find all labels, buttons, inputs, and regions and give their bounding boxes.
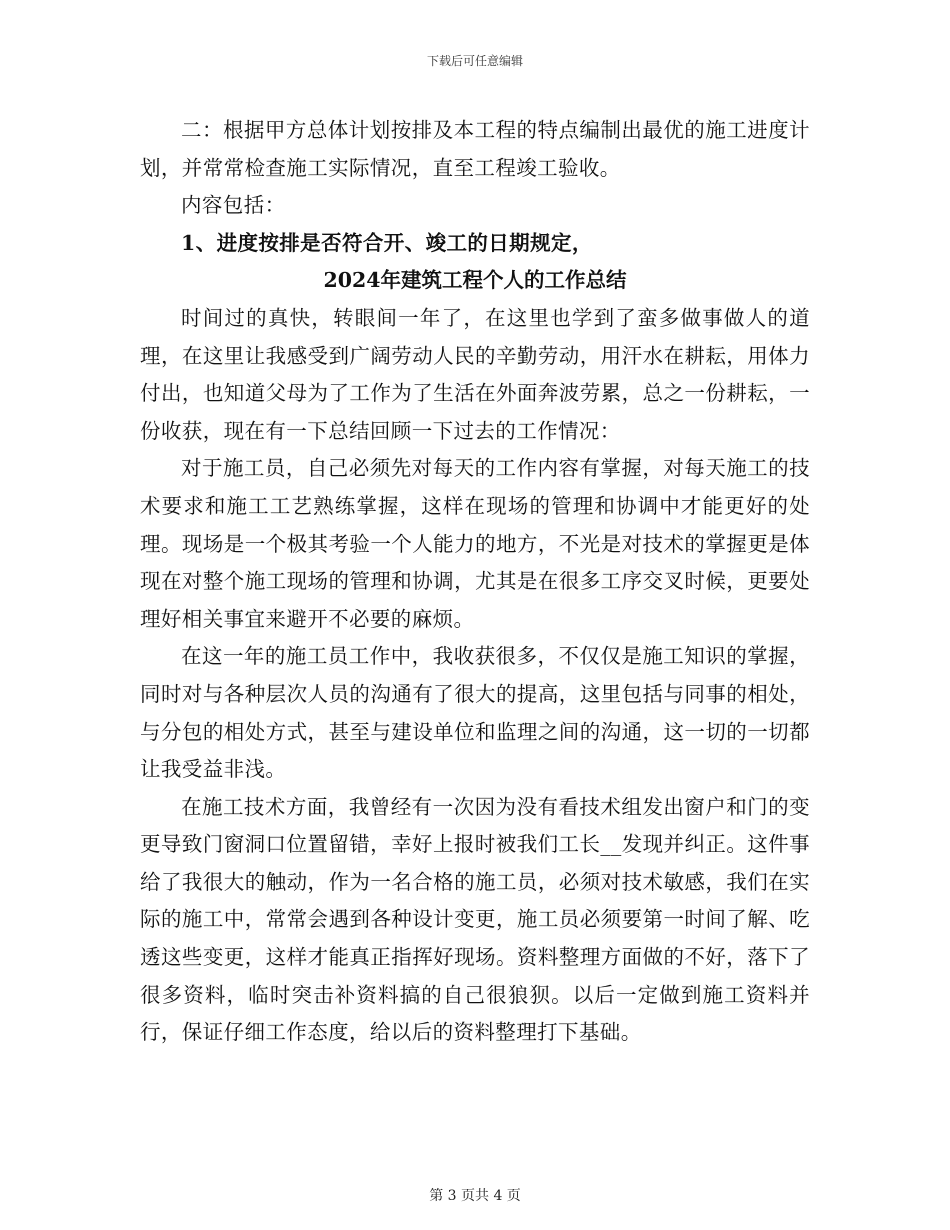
document-body bbox=[140, 112, 810, 1052]
page-header: 下载后可任意编辑 bbox=[426, 54, 523, 68]
body-paragraph: 在施工技术方面，我曾经有一次因为没有看技术组发出窗户和门的变更导致门窗洞口位置留错，幸好上报时被我们工长__发现并纠正。这件事给了我很大的触动，作为一名合格的施工员，必须对技术敏感，我们在实际的施工中，常常会遇到各种设计变更，施工员必须要第一时间了解、吃透这些变更，这样才能真正指挥好现场。资料整理方面做的不好，落下了很多资料，临时突击补资料搞的自己很狼狈。以后一定做到施工资料并行，保证仔细工作态度，给以后的资料整理打下基础。 bbox=[140, 794, 810, 1045]
content-label: 内容包括： bbox=[181, 193, 286, 218]
body-paragraph: 对于施工员，自己必须先对每天的工作内容有掌握，对每天施工的技术要求和施工工艺熟练掌握，这样在现场的管理和协调中才能更好的处理。现场是一个极其考验一个人能力的地方，不光是对技术的掌握更是体现在对整个施工现场的管理和协调，尤其是在很多工序交叉时候，更要处理好相关事宜来避开不必要的麻烦。 bbox=[140, 456, 810, 631]
page-number: 第 3 页共 4 页 bbox=[429, 1188, 521, 1204]
body-paragraph: 在这一年的施工员工作中，我收获很多，不仅仅是施工知识的掌握，同时对与各种层次人员的沟通有了很大的提高，这里包括与同事的相处，与分包的相处方式，甚至与建设单位和监理之间的沟通，这一切的一切都让我受益非浅。 bbox=[140, 644, 810, 782]
body-paragraph: 时间过的真快，转眼间一年了，在这里也学到了蛮多做事做人的道理，在这里让我感受到广阔劳动人民的辛勤劳动，用汗水在耕耘，用体力付出，也知道父母为了工作为了生活在外面奔波劳累，总之一份耕耘，一份收获，现在有一下总结回顾一下过去的工作情况： bbox=[140, 305, 810, 443]
document-title: 2024年建筑工程个人的工作总结 bbox=[323, 268, 627, 293]
intro-paragraph: 二：根据甲方总体计划按排及本工程的特点编制出最优的施工进度计划，并常常检查施工实际情况，直至工程竣工验收。 bbox=[140, 118, 810, 180]
list-item-1: 1、进度按排是否符合开、竣工的日期规定， bbox=[181, 230, 593, 255]
